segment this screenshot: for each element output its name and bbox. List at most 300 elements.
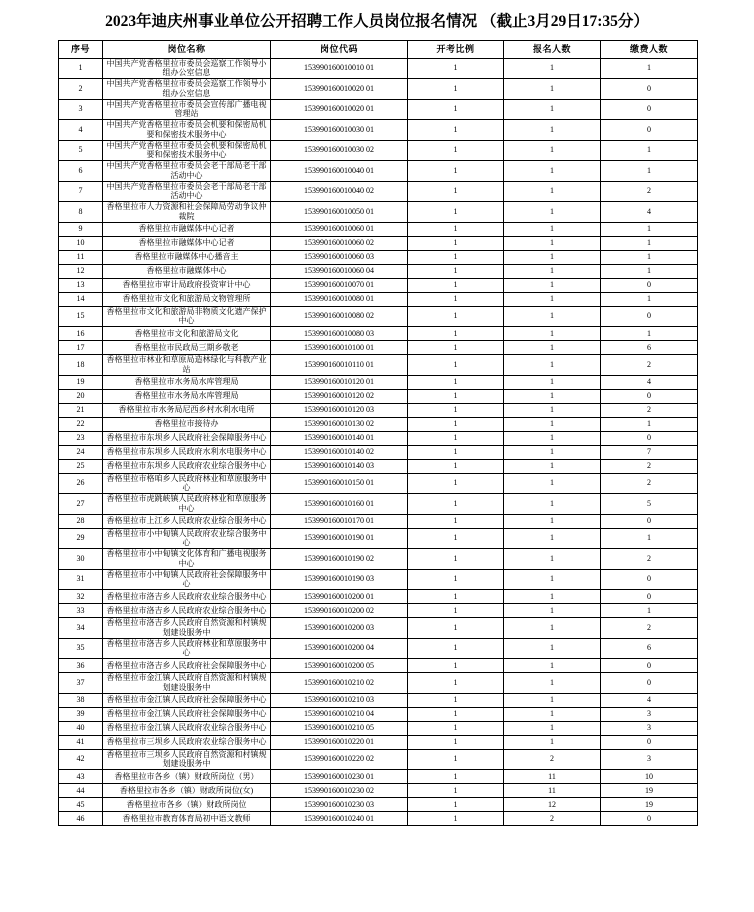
cell-position-name: 中国共产党香格里拉市委员会机要和保密局机要和保密技术服务中心 bbox=[103, 140, 271, 161]
cell-index: 20 bbox=[59, 389, 103, 403]
cell-applicants: 1 bbox=[504, 236, 601, 250]
cell-position-name: 香格里拉市各乡（镇）财政所岗位（男） bbox=[103, 770, 271, 784]
cell-position-name: 香格里拉市三坝乡人民政府农业综合服务中心 bbox=[103, 735, 271, 749]
cell-position-code: 153990160010200 03 bbox=[271, 618, 408, 639]
cell-exam-ratio: 1 bbox=[408, 707, 504, 721]
cell-applicants: 1 bbox=[504, 604, 601, 618]
cell-paid: 2 bbox=[601, 473, 698, 494]
cell-position-name: 香格里拉市金江镇人民政府社会保障服务中心 bbox=[103, 693, 271, 707]
cell-paid: 0 bbox=[601, 514, 698, 528]
cell-position-code: 153990160010060 02 bbox=[271, 236, 408, 250]
cell-exam-ratio: 1 bbox=[408, 306, 504, 327]
cell-position-name: 中国共产党香格里拉市委员会机要和保密局机要和保密技术服务中心 bbox=[103, 120, 271, 141]
document-page bbox=[0, 13, 754, 912]
cell-position-name: 香格里拉市洛吉乡人民政府自然资源和村镇规划建设服务中 bbox=[103, 618, 271, 639]
cell-position-code: 153990160010040 02 bbox=[271, 181, 408, 202]
cell-position-code: 153990160010190 01 bbox=[271, 528, 408, 549]
cell-position-name: 香格里拉市文化和旅游局文化 bbox=[103, 327, 271, 341]
cell-paid: 19 bbox=[601, 784, 698, 798]
table-row bbox=[59, 659, 698, 673]
cell-exam-ratio: 1 bbox=[408, 673, 504, 694]
cell-applicants: 1 bbox=[504, 693, 601, 707]
cell-position-code: 153990160010130 02 bbox=[271, 417, 408, 431]
cell-paid: 0 bbox=[601, 735, 698, 749]
cell-paid: 4 bbox=[601, 693, 698, 707]
cell-position-name: 香格里拉市小中甸镇人民政府社会保障服务中心 bbox=[103, 569, 271, 590]
cell-position-name: 香格里拉市小中甸镇文化体育和广播电视服务中心 bbox=[103, 549, 271, 570]
cell-index: 45 bbox=[59, 798, 103, 812]
table-row bbox=[59, 604, 698, 618]
cell-applicants: 1 bbox=[504, 264, 601, 278]
cell-index: 44 bbox=[59, 784, 103, 798]
cell-applicants: 1 bbox=[504, 494, 601, 515]
cell-applicants: 1 bbox=[504, 327, 601, 341]
cell-applicants: 1 bbox=[504, 292, 601, 306]
cell-position-code: 153990160010140 02 bbox=[271, 445, 408, 459]
cell-applicants: 1 bbox=[504, 459, 601, 473]
cell-applicants: 1 bbox=[504, 473, 601, 494]
cell-paid: 2 bbox=[601, 403, 698, 417]
cell-position-code: 153990160010190 03 bbox=[271, 569, 408, 590]
cell-applicants: 1 bbox=[504, 569, 601, 590]
registration-table bbox=[58, 40, 698, 827]
cell-index: 38 bbox=[59, 693, 103, 707]
cell-paid: 0 bbox=[601, 99, 698, 120]
cell-applicants: 1 bbox=[504, 355, 601, 376]
table-row bbox=[59, 355, 698, 376]
cell-position-name: 香格里拉市东坝乡人民政府水利水电服务中心 bbox=[103, 445, 271, 459]
cell-applicants: 11 bbox=[504, 784, 601, 798]
cell-position-code: 153990160010230 03 bbox=[271, 798, 408, 812]
cell-position-code: 153990160010060 04 bbox=[271, 264, 408, 278]
cell-index: 14 bbox=[59, 292, 103, 306]
cell-position-name: 中国共产党香格里拉市委员会巡察工作领导小组办公室信息 bbox=[103, 79, 271, 100]
cell-index: 15 bbox=[59, 306, 103, 327]
table-row bbox=[59, 735, 698, 749]
cell-exam-ratio: 1 bbox=[408, 181, 504, 202]
cell-position-name: 香格里拉市洛吉乡人民政府农业综合服务中心 bbox=[103, 590, 271, 604]
cell-index: 7 bbox=[59, 181, 103, 202]
table-header bbox=[59, 40, 698, 58]
cell-index: 40 bbox=[59, 721, 103, 735]
cell-position-name: 香格里拉市洛吉乡人民政府社会保障服务中心 bbox=[103, 659, 271, 673]
cell-applicants: 1 bbox=[504, 250, 601, 264]
cell-exam-ratio: 1 bbox=[408, 693, 504, 707]
cell-position-code: 153990160010210 03 bbox=[271, 693, 408, 707]
cell-applicants: 1 bbox=[504, 431, 601, 445]
cell-index: 27 bbox=[59, 494, 103, 515]
cell-position-code: 153990160010030 01 bbox=[271, 120, 408, 141]
cell-index: 10 bbox=[59, 236, 103, 250]
cell-position-name: 中国共产党香格里拉市委员会老干部局老干部活动中心 bbox=[103, 161, 271, 182]
cell-index: 46 bbox=[59, 812, 103, 826]
table-row bbox=[59, 569, 698, 590]
cell-exam-ratio: 1 bbox=[408, 659, 504, 673]
cell-position-name: 香格里拉市金江镇人民政府农业综合服务中心 bbox=[103, 721, 271, 735]
cell-position-code: 153990160010200 01 bbox=[271, 590, 408, 604]
registration-table-container bbox=[0, 40, 754, 827]
cell-index: 28 bbox=[59, 514, 103, 528]
cell-index: 2 bbox=[59, 79, 103, 100]
cell-position-name: 香格里拉市洛吉乡人民政府农业综合服务中心 bbox=[103, 604, 271, 618]
cell-position-name: 香格里拉市小中甸镇人民政府农业综合服务中心 bbox=[103, 528, 271, 549]
cell-position-code: 153990160010120 02 bbox=[271, 389, 408, 403]
cell-exam-ratio: 1 bbox=[408, 514, 504, 528]
table-header-row bbox=[59, 40, 698, 58]
cell-index: 9 bbox=[59, 222, 103, 236]
table-row bbox=[59, 161, 698, 182]
cell-exam-ratio: 1 bbox=[408, 389, 504, 403]
cell-applicants: 1 bbox=[504, 659, 601, 673]
cell-exam-ratio: 1 bbox=[408, 99, 504, 120]
cell-exam-ratio: 1 bbox=[408, 375, 504, 389]
cell-position-code: 153990160010210 02 bbox=[271, 673, 408, 694]
cell-position-name: 香格里拉市格咱乡人民政府林业和草原服务中心 bbox=[103, 473, 271, 494]
cell-index: 30 bbox=[59, 549, 103, 570]
cell-applicants: 1 bbox=[504, 58, 601, 79]
cell-applicants: 1 bbox=[504, 417, 601, 431]
table-row bbox=[59, 58, 698, 79]
table-row bbox=[59, 431, 698, 445]
table-row bbox=[59, 264, 698, 278]
cell-applicants: 11 bbox=[504, 770, 601, 784]
cell-index: 8 bbox=[59, 202, 103, 223]
cell-position-code: 153990160010230 02 bbox=[271, 784, 408, 798]
cell-exam-ratio: 1 bbox=[408, 604, 504, 618]
cell-position-code: 153990160010210 05 bbox=[271, 721, 408, 735]
cell-exam-ratio: 1 bbox=[408, 549, 504, 570]
cell-position-code: 153990160010170 01 bbox=[271, 514, 408, 528]
cell-applicants: 1 bbox=[504, 638, 601, 659]
cell-exam-ratio: 1 bbox=[408, 445, 504, 459]
cell-exam-ratio: 1 bbox=[408, 735, 504, 749]
cell-index: 1 bbox=[59, 58, 103, 79]
cell-position-name: 香格里拉市文化和旅游局文物管理所 bbox=[103, 292, 271, 306]
cell-exam-ratio: 1 bbox=[408, 638, 504, 659]
cell-paid: 0 bbox=[601, 120, 698, 141]
cell-paid: 6 bbox=[601, 638, 698, 659]
cell-position-code: 153990160010030 02 bbox=[271, 140, 408, 161]
cell-applicants: 1 bbox=[504, 514, 601, 528]
table-row bbox=[59, 812, 698, 826]
column-header-position-name: 岗位名称 bbox=[103, 40, 271, 58]
cell-paid: 0 bbox=[601, 569, 698, 590]
cell-index: 34 bbox=[59, 618, 103, 639]
cell-position-code: 153990160010220 02 bbox=[271, 749, 408, 770]
cell-position-code: 153990160010070 01 bbox=[271, 278, 408, 292]
cell-position-code: 153990160010140 01 bbox=[271, 431, 408, 445]
table-row bbox=[59, 403, 698, 417]
cell-exam-ratio: 1 bbox=[408, 403, 504, 417]
cell-index: 35 bbox=[59, 638, 103, 659]
cell-index: 23 bbox=[59, 431, 103, 445]
table-row bbox=[59, 707, 698, 721]
table-row bbox=[59, 236, 698, 250]
cell-position-code: 153990160010120 03 bbox=[271, 403, 408, 417]
cell-applicants: 1 bbox=[504, 735, 601, 749]
cell-index: 25 bbox=[59, 459, 103, 473]
cell-position-code: 153990160010200 02 bbox=[271, 604, 408, 618]
table-row bbox=[59, 549, 698, 570]
cell-index: 11 bbox=[59, 250, 103, 264]
cell-paid: 1 bbox=[601, 528, 698, 549]
table-row bbox=[59, 618, 698, 639]
cell-index: 6 bbox=[59, 161, 103, 182]
cell-applicants: 2 bbox=[504, 749, 601, 770]
cell-position-code: 153990160010050 01 bbox=[271, 202, 408, 223]
cell-position-name: 香格里拉市民政局三期乡敬老 bbox=[103, 341, 271, 355]
cell-exam-ratio: 1 bbox=[408, 770, 504, 784]
cell-index: 17 bbox=[59, 341, 103, 355]
cell-position-code: 153990160010060 01 bbox=[271, 222, 408, 236]
cell-position-name: 香格里拉市金江镇人民政府社会保障服务中心 bbox=[103, 707, 271, 721]
table-row bbox=[59, 770, 698, 784]
cell-index: 18 bbox=[59, 355, 103, 376]
cell-paid: 1 bbox=[601, 58, 698, 79]
cell-exam-ratio: 1 bbox=[408, 327, 504, 341]
table-row bbox=[59, 445, 698, 459]
cell-applicants: 1 bbox=[504, 161, 601, 182]
cell-paid: 19 bbox=[601, 798, 698, 812]
cell-paid: 1 bbox=[601, 417, 698, 431]
cell-exam-ratio: 1 bbox=[408, 528, 504, 549]
cell-position-name: 香格里拉市各乡（镇）财政所岗位 bbox=[103, 798, 271, 812]
table-row bbox=[59, 473, 698, 494]
cell-exam-ratio: 1 bbox=[408, 590, 504, 604]
table-row bbox=[59, 222, 698, 236]
table-row bbox=[59, 494, 698, 515]
cell-position-code: 153990160010210 04 bbox=[271, 707, 408, 721]
cell-applicants: 1 bbox=[504, 618, 601, 639]
cell-position-code: 153990160010110 01 bbox=[271, 355, 408, 376]
cell-applicants: 1 bbox=[504, 99, 601, 120]
cell-paid: 10 bbox=[601, 770, 698, 784]
cell-paid: 2 bbox=[601, 618, 698, 639]
cell-applicants: 1 bbox=[504, 120, 601, 141]
cell-position-name: 香格里拉市金江镇人民政府自然资源和村镇规划建设服务中 bbox=[103, 673, 271, 694]
cell-paid: 3 bbox=[601, 707, 698, 721]
cell-exam-ratio: 1 bbox=[408, 417, 504, 431]
cell-applicants: 1 bbox=[504, 673, 601, 694]
cell-paid: 1 bbox=[601, 236, 698, 250]
cell-position-name: 香格里拉市融媒体中心播音主 bbox=[103, 250, 271, 264]
table-row bbox=[59, 375, 698, 389]
cell-index: 31 bbox=[59, 569, 103, 590]
table-row bbox=[59, 181, 698, 202]
cell-exam-ratio: 1 bbox=[408, 278, 504, 292]
cell-exam-ratio: 1 bbox=[408, 494, 504, 515]
cell-position-name: 中国共产党香格里拉市委员会老干部局老干部活动中心 bbox=[103, 181, 271, 202]
cell-paid: 0 bbox=[601, 306, 698, 327]
cell-paid: 1 bbox=[601, 264, 698, 278]
cell-paid: 2 bbox=[601, 355, 698, 376]
cell-exam-ratio: 1 bbox=[408, 79, 504, 100]
cell-index: 24 bbox=[59, 445, 103, 459]
column-header-applicants: 报名人数 bbox=[504, 40, 601, 58]
cell-index: 37 bbox=[59, 673, 103, 694]
cell-paid: 7 bbox=[601, 445, 698, 459]
cell-exam-ratio: 1 bbox=[408, 161, 504, 182]
cell-position-name: 香格里拉市三坝乡人民政府自然资源和村镇规划建设服务中 bbox=[103, 749, 271, 770]
cell-index: 5 bbox=[59, 140, 103, 161]
table-row bbox=[59, 99, 698, 120]
table-row bbox=[59, 140, 698, 161]
cell-exam-ratio: 1 bbox=[408, 58, 504, 79]
cell-exam-ratio: 1 bbox=[408, 812, 504, 826]
cell-paid: 5 bbox=[601, 494, 698, 515]
table-row bbox=[59, 250, 698, 264]
cell-paid: 6 bbox=[601, 341, 698, 355]
column-header-index: 序号 bbox=[59, 40, 103, 58]
column-header-paid: 缴费人数 bbox=[601, 40, 698, 58]
cell-applicants: 1 bbox=[504, 278, 601, 292]
cell-position-code: 153990160010080 03 bbox=[271, 327, 408, 341]
cell-index: 39 bbox=[59, 707, 103, 721]
cell-position-code: 153990160010190 02 bbox=[271, 549, 408, 570]
table-row bbox=[59, 341, 698, 355]
cell-index: 19 bbox=[59, 375, 103, 389]
cell-index: 36 bbox=[59, 659, 103, 673]
cell-position-code: 153990160010120 01 bbox=[271, 375, 408, 389]
cell-exam-ratio: 1 bbox=[408, 236, 504, 250]
cell-index: 26 bbox=[59, 473, 103, 494]
cell-applicants: 1 bbox=[504, 375, 601, 389]
cell-position-name: 香格里拉市东坝乡人民政府社会保障服务中心 bbox=[103, 431, 271, 445]
cell-position-name: 香格里拉市洛吉乡人民政府林业和草原服务中心 bbox=[103, 638, 271, 659]
cell-position-code: 153990160010040 01 bbox=[271, 161, 408, 182]
cell-paid: 0 bbox=[601, 389, 698, 403]
cell-exam-ratio: 1 bbox=[408, 569, 504, 590]
cell-paid: 0 bbox=[601, 812, 698, 826]
cell-exam-ratio: 1 bbox=[408, 120, 504, 141]
cell-applicants: 1 bbox=[504, 341, 601, 355]
table-row bbox=[59, 638, 698, 659]
cell-applicants: 1 bbox=[504, 79, 601, 100]
cell-exam-ratio: 1 bbox=[408, 341, 504, 355]
cell-position-code: 153990160010060 03 bbox=[271, 250, 408, 264]
cell-paid: 0 bbox=[601, 673, 698, 694]
table-body bbox=[59, 58, 698, 826]
cell-paid: 1 bbox=[601, 292, 698, 306]
cell-position-name: 香格里拉市融媒体中心 bbox=[103, 264, 271, 278]
cell-paid: 2 bbox=[601, 459, 698, 473]
cell-exam-ratio: 1 bbox=[408, 618, 504, 639]
cell-exam-ratio: 1 bbox=[408, 222, 504, 236]
cell-paid: 3 bbox=[601, 749, 698, 770]
cell-applicants: 1 bbox=[504, 403, 601, 417]
table-row bbox=[59, 693, 698, 707]
column-header-exam-ratio: 开考比例 bbox=[408, 40, 504, 58]
cell-paid: 1 bbox=[601, 604, 698, 618]
cell-applicants: 1 bbox=[504, 181, 601, 202]
cell-position-code: 153990160010220 01 bbox=[271, 735, 408, 749]
table-row bbox=[59, 278, 698, 292]
table-row bbox=[59, 590, 698, 604]
cell-applicants: 12 bbox=[504, 798, 601, 812]
cell-paid: 1 bbox=[601, 250, 698, 264]
cell-paid: 0 bbox=[601, 278, 698, 292]
cell-position-name: 香格里拉市审计局政府投资审计中心 bbox=[103, 278, 271, 292]
cell-paid: 1 bbox=[601, 161, 698, 182]
cell-paid: 2 bbox=[601, 181, 698, 202]
cell-position-code: 153990160010240 01 bbox=[271, 812, 408, 826]
cell-exam-ratio: 1 bbox=[408, 459, 504, 473]
cell-position-code: 153990160010020 01 bbox=[271, 99, 408, 120]
cell-position-code: 153990160010140 03 bbox=[271, 459, 408, 473]
cell-index: 13 bbox=[59, 278, 103, 292]
cell-paid: 2 bbox=[601, 549, 698, 570]
table-row bbox=[59, 673, 698, 694]
cell-position-code: 153990160010200 04 bbox=[271, 638, 408, 659]
table-row bbox=[59, 327, 698, 341]
cell-position-name: 香格里拉市水务局尼西乡村水利水电所 bbox=[103, 403, 271, 417]
cell-position-code: 153990160010010 01 bbox=[271, 58, 408, 79]
cell-paid: 0 bbox=[601, 590, 698, 604]
cell-applicants: 1 bbox=[504, 721, 601, 735]
table-row bbox=[59, 749, 698, 770]
cell-applicants: 1 bbox=[504, 528, 601, 549]
cell-exam-ratio: 1 bbox=[408, 431, 504, 445]
cell-paid: 0 bbox=[601, 431, 698, 445]
cell-index: 43 bbox=[59, 770, 103, 784]
table-row bbox=[59, 79, 698, 100]
cell-paid: 4 bbox=[601, 202, 698, 223]
cell-index: 32 bbox=[59, 590, 103, 604]
cell-index: 41 bbox=[59, 735, 103, 749]
cell-position-name: 香格里拉市水务局水库管理局 bbox=[103, 375, 271, 389]
cell-exam-ratio: 1 bbox=[408, 202, 504, 223]
cell-applicants: 1 bbox=[504, 590, 601, 604]
cell-index: 21 bbox=[59, 403, 103, 417]
cell-position-code: 153990160010080 02 bbox=[271, 306, 408, 327]
cell-exam-ratio: 1 bbox=[408, 355, 504, 376]
table-row bbox=[59, 528, 698, 549]
cell-position-code: 153990160010080 01 bbox=[271, 292, 408, 306]
column-header-position-code: 岗位代码 bbox=[271, 40, 408, 58]
table-row bbox=[59, 514, 698, 528]
cell-applicants: 2 bbox=[504, 812, 601, 826]
cell-position-name: 香格里拉市林业和草原局造林绿化与科教产业站 bbox=[103, 355, 271, 376]
cell-index: 29 bbox=[59, 528, 103, 549]
cell-applicants: 1 bbox=[504, 707, 601, 721]
table-row bbox=[59, 120, 698, 141]
table-row bbox=[59, 459, 698, 473]
cell-position-name: 香格里拉市虎跳峡镇人民政府林业和草原服务中心 bbox=[103, 494, 271, 515]
cell-paid: 1 bbox=[601, 327, 698, 341]
cell-exam-ratio: 1 bbox=[408, 798, 504, 812]
cell-applicants: 1 bbox=[504, 445, 601, 459]
table-row bbox=[59, 721, 698, 735]
cell-paid: 0 bbox=[601, 659, 698, 673]
table-row bbox=[59, 389, 698, 403]
cell-exam-ratio: 1 bbox=[408, 292, 504, 306]
table-row bbox=[59, 798, 698, 812]
cell-index: 33 bbox=[59, 604, 103, 618]
cell-position-name: 香格里拉市教育体育局初中语文教师 bbox=[103, 812, 271, 826]
cell-index: 3 bbox=[59, 99, 103, 120]
table-row bbox=[59, 784, 698, 798]
table-row bbox=[59, 306, 698, 327]
cell-index: 42 bbox=[59, 749, 103, 770]
table-row bbox=[59, 202, 698, 223]
cell-applicants: 1 bbox=[504, 549, 601, 570]
cell-position-code: 153990160010100 01 bbox=[271, 341, 408, 355]
cell-position-name: 中国共产党香格里拉市委员会宣传部广播电视管理站 bbox=[103, 99, 271, 120]
cell-exam-ratio: 1 bbox=[408, 749, 504, 770]
cell-position-code: 153990160010160 01 bbox=[271, 494, 408, 515]
cell-position-code: 153990160010150 01 bbox=[271, 473, 408, 494]
cell-exam-ratio: 1 bbox=[408, 250, 504, 264]
